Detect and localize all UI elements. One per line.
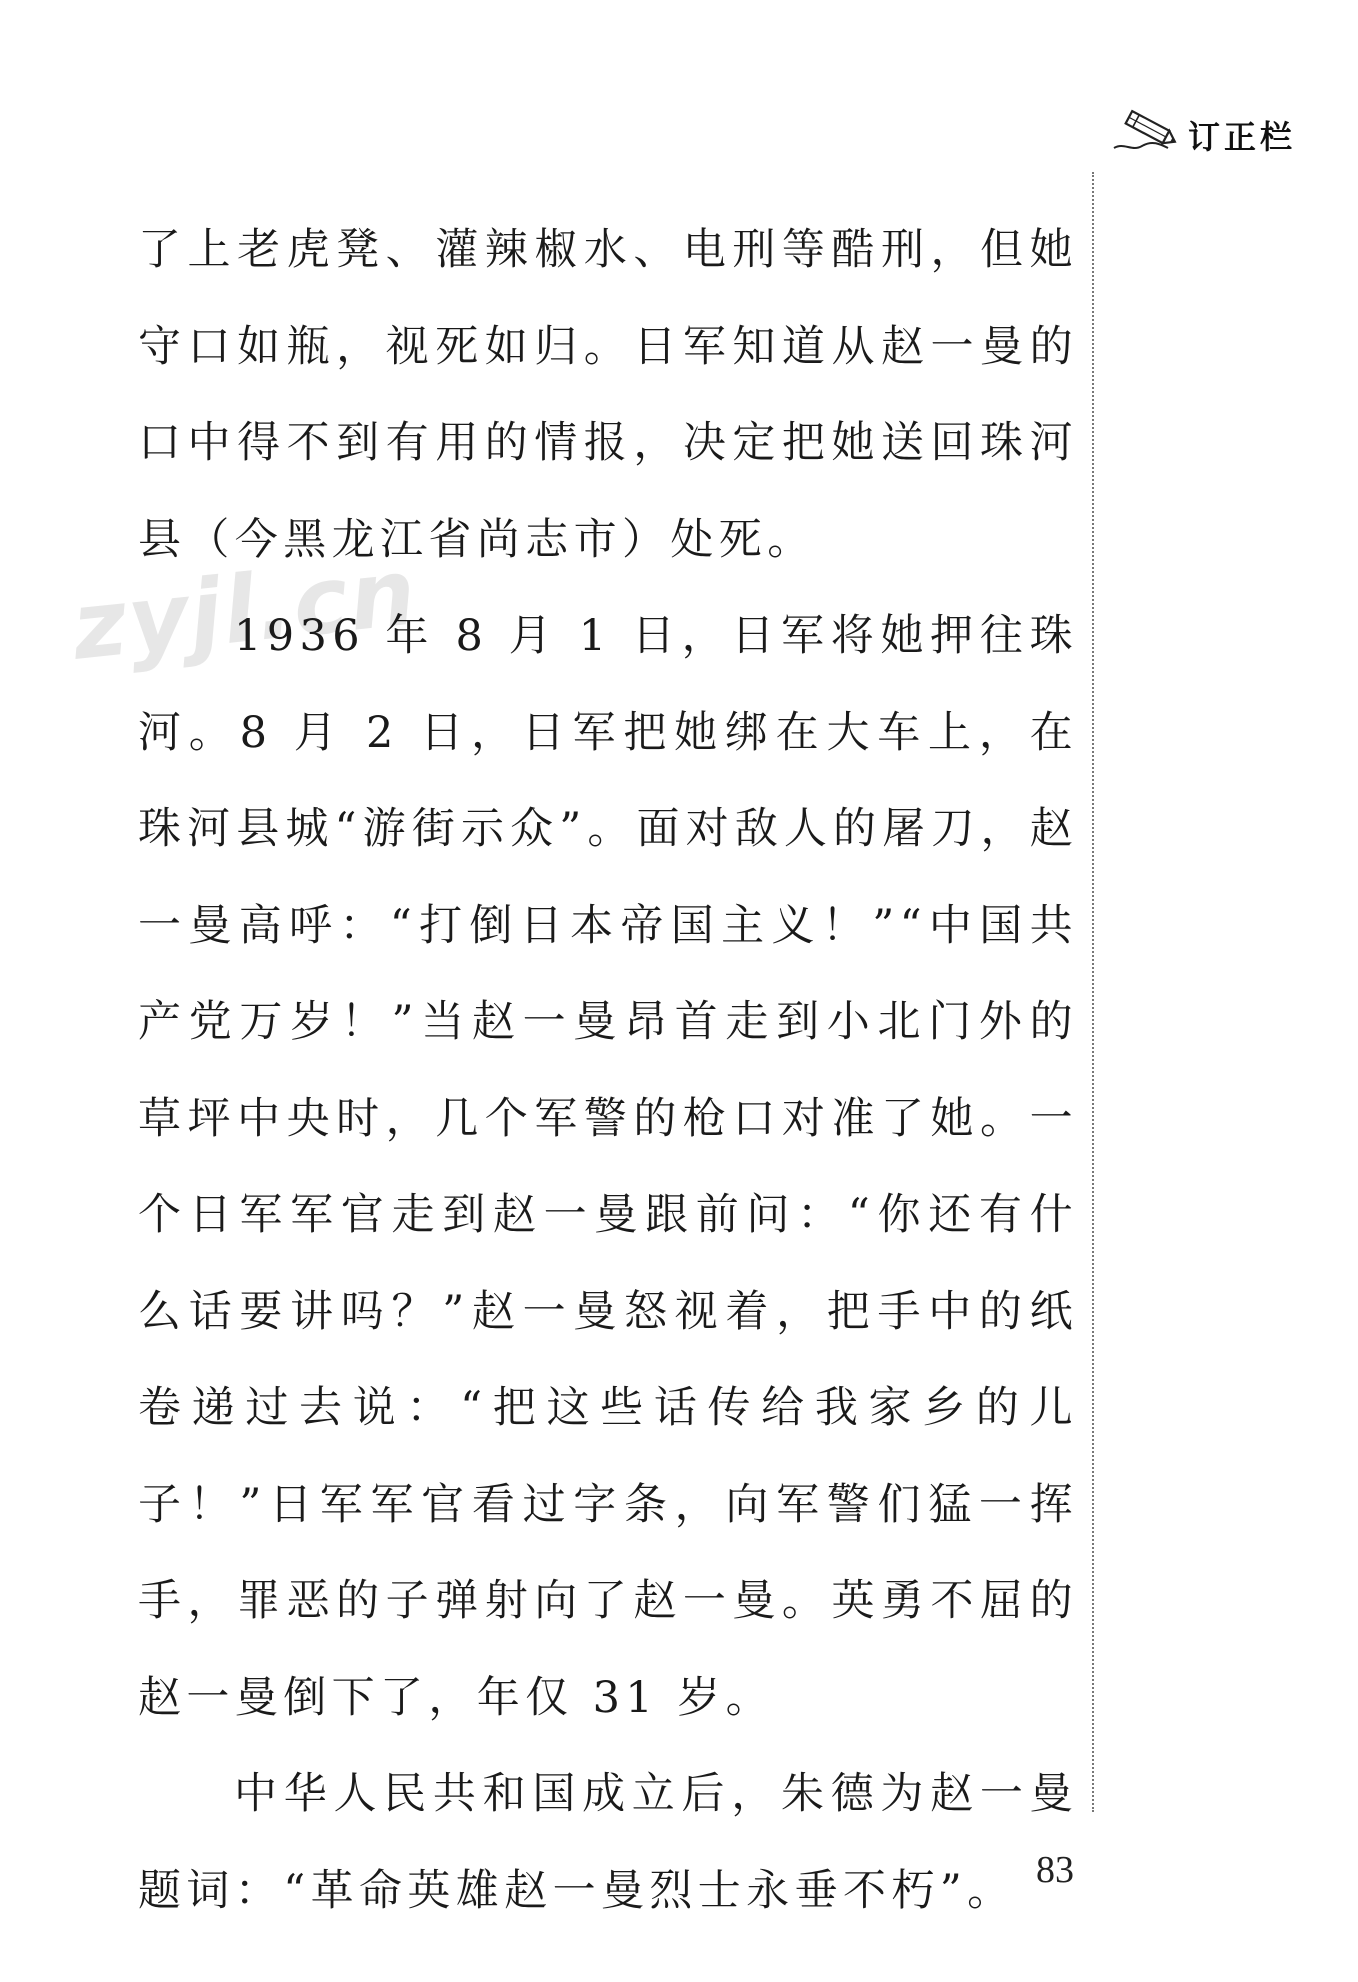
correction-column-title: 订正栏 <box>1188 118 1297 156</box>
correction-column-header <box>1098 98 1338 168</box>
margin-divider-line <box>1092 172 1094 1812</box>
watermark: zyjl.cn <box>67 538 423 681</box>
paragraph-1: 了上老虎凳、灌辣椒水、电刑等酷刑，但她守口如瓶，视死如归。日军知道从赵一曼的口中得不到有用的情报，决定把她送回珠河县（今黑龙江省尚志市）处死。 <box>138 225 1078 565</box>
paragraph-2: 1936 年 8 月 1 日，日军将她押往珠河。8 月 2 日，日军把她绑在大车上，在珠河县城“游街示众”。面对敌人的屠刀，赵一曼高呼：“打倒日本帝国主义！”“中国共产党万岁！”当赵一曼昂首走到小北门外的草坪中央时，几个军警的枪口对准了她。一个日军军官走到赵一曼跟前问：“你还有什么话要讲吗？”赵一曼怒视着，把手中的纸卷递过去说：“把这些话传给我家乡的儿子！”日军军官看过字条，向军警们猛一挥手，罪恶的子弹射向了赵一曼。英勇不屈的赵一曼倒下了，年仅 31 岁。 <box>138 611 1078 1723</box>
article-body <box>138 202 1078 1939</box>
pencil-icon <box>1112 104 1182 156</box>
page-number: 83 <box>1036 1849 1074 1891</box>
paragraph-3: 中华人民共和国成立后，朱德为赵一曼题词：“革命英雄赵一曼烈士永垂不朽”。 <box>138 1769 1078 1916</box>
